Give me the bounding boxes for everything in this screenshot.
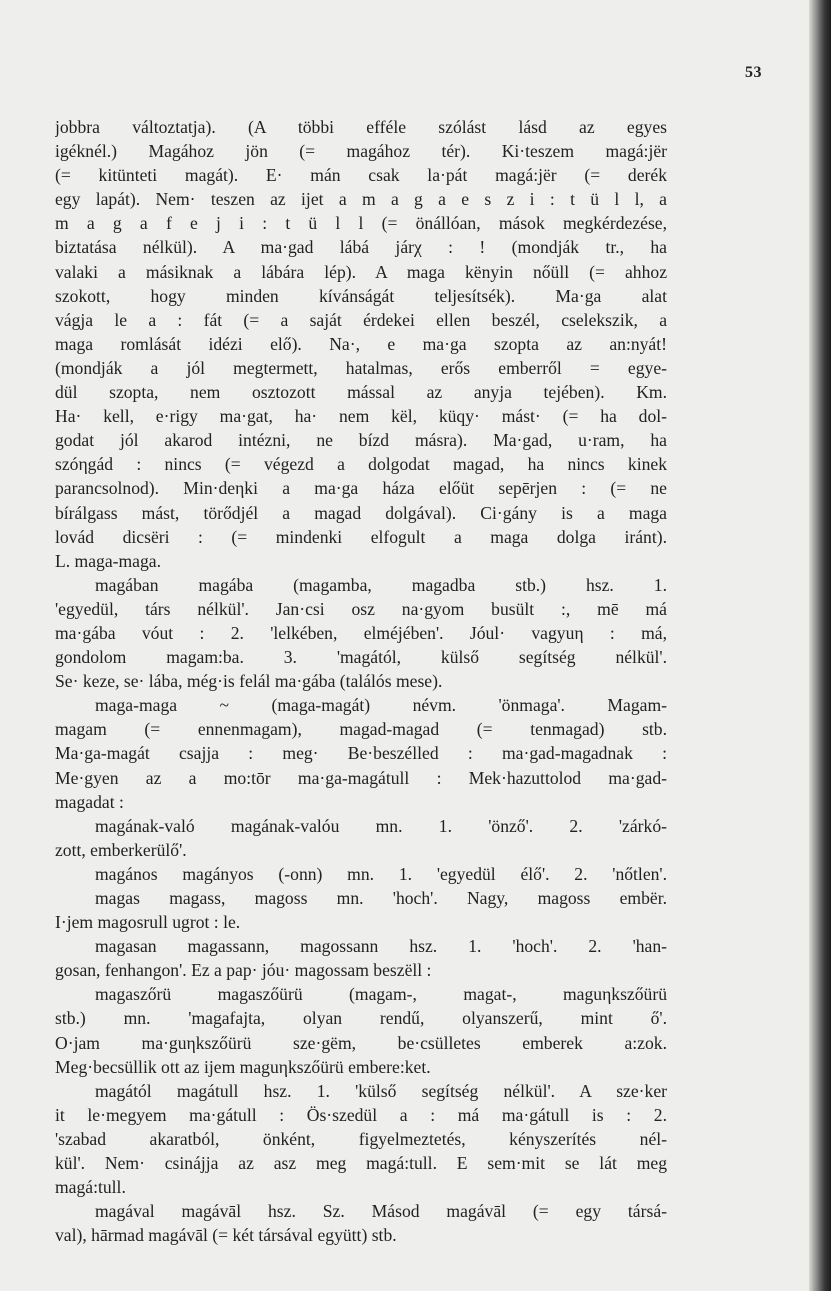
text-line: L. maga-maga. [55,550,162,571]
text-line: stb.) mn. 'magafajta, olyan rendű, olyanszerű, mint ő'. [55,1008,667,1029]
text-line: parancsolnod). Min·deηki a ma·ga háza előüt sepērjen : (= ne [55,478,667,499]
page-number: 53 [745,64,762,81]
text-line: Se· keze, se· lába, még·is felál ma·gába (találós mese). [55,671,443,692]
entry-headword-line: magaszőrü magaszőürü (magam-, magat-, maguηkszőürü [95,984,667,1005]
text-line: szóηgád : nincs (= végezd a dolgodat magad, ha nincs kinek [55,454,667,475]
entry-headword-line: magával magávāl hsz. Sz. Másod magávāl (= egy társá- [95,1201,667,1222]
entry-headword-line: magános magányos (-onn) mn. 1. 'egyedül élő'. 2. 'nőtlen'. [95,863,667,884]
text-line: m a g a f e j i : t ü l l (= önállóan, mások megkérdezése, [55,213,667,234]
text-line: Me·gyen az a mo:tōr ma·ga-magátull : Mek·hazuttolod ma·gad- [55,767,667,788]
text-line: kül'. Nem· csinájja az asz meg magá:tull. E sem·mit se lát meg [55,1153,667,1174]
text-line: biztatása nélkül). A ma·gad lábá járχ : ! (mondják tr., ha [55,237,667,258]
text-line: ma·gába vóut : 2. 'lelkében, elméjében'. Jóul· vagyuη : má, [55,622,667,643]
entry-headword-line: magától magátull hsz. 1. 'külső segítség nélkül'. A sze·ker [95,1080,667,1101]
text-line: magam (= ennenmagam), magad-magad (= tenmagad) stb. [55,719,667,740]
text-line: magadat : [55,791,124,812]
text-line: Ha· kell, e·rigy ma·gat, ha· nem kël, küqy· mást· (= ha dol- [55,406,667,427]
entry-headword-line: magas magass, magoss mn. 'hoch'. Nagy, magoss embër. [95,888,667,908]
text-line: igéknél.) Magához jön (= magához tér). Ki·teszem magá:jër [55,141,667,162]
text-line: maga romlását idézi elő). Na·, e ma·ga szopta az an:nyát! [55,333,667,354]
text-line: (mondják a jól megtermett, hatalmas, erős emberről = egye- [55,357,667,378]
text-line: it le·megyem ma·gátull : Ös·szedül a : má ma·gátull is : 2. [55,1104,667,1125]
text-line: I·jem magosrull ugrot : le. [55,912,241,933]
text-line: gosan, fenhangon'. Ez a pap· jóu· magossam beszëll : [55,960,432,981]
text-line: Ma·ga-magát csajja : meg· Be·beszélled : ma·gad-magadnak : [55,743,667,764]
text-line: godat jól akarod intézni, ne bízd másra). Ma·gad, u·ram, ha [55,430,667,451]
entry-headword-line: magasan magassann, magossann hsz. 1. 'hoch'. 2. 'han- [95,936,667,957]
text-line: val), hārmad magávāl (= két társával együtt) stb. [55,1225,397,1246]
text-line: lovád dicsëri : (= mindenki elfogult a maga dolga iránt). [55,526,667,547]
text-line: dül szopta, nem osztozott mással az anyja tejében). Km. [55,382,667,403]
text-line: 'egyedül, társ nélkül'. Jan·csi osz na·gyom busült :, mē má [55,598,667,619]
text-line: valaki a másiknak a lábára lép). A maga kënyin nőüll (= ahhoz [55,261,667,282]
text-line: vágja le a : fát (= a saját érdekei ellen beszél, cselekszik, a [55,309,667,330]
page-edge-shadow [809,0,831,1291]
text-line: (= kitünteti magát). E· mán csak la·pát magá:jër (= derék [55,165,667,186]
text-line: bírálgass mást, törődjél a magad dolgával). Ci·gány is a maga [55,502,667,523]
text-line: O·jam ma·guηkszőürü sze·gëm, be·csülletes emberek a:zok. [55,1032,667,1053]
entry-headword-line: magának-való magának-valóu mn. 1. 'önző'. 2. 'zárkó- [95,815,667,836]
text-line: 'szabad akaratból, önként, figyelmeztetés, kényszerítés nél- [55,1128,667,1149]
text-line: Meg·becsüllik ott az ijem maguηkszőürü embere:ket. [55,1056,431,1077]
entry-headword-line: maga-maga ~ (maga-magát) névm. 'önmaga'. Magam- [95,695,667,716]
text-line: gondolom magam:ba. 3. 'magától, külső segítség nélkül'. [55,647,667,668]
text-line: magá:tull. [55,1177,126,1198]
text-line: szokott, hogy minden kívánságát teljesítsék). Ma·ga alat [55,285,667,306]
entry-headword-line: magában magába (magamba, magadba stb.) hsz. 1. [95,574,667,595]
dictionary-text [55,115,667,1247]
text-line: jobbra változtatja). (A többi efféle szólást lásd az egyes [55,117,667,137]
text-line: egy lapát). Nem· teszen az ijet a m a g a e s z i : t ü l l, a [55,189,667,210]
text-line: zott, emberkerülő'. [55,839,187,860]
